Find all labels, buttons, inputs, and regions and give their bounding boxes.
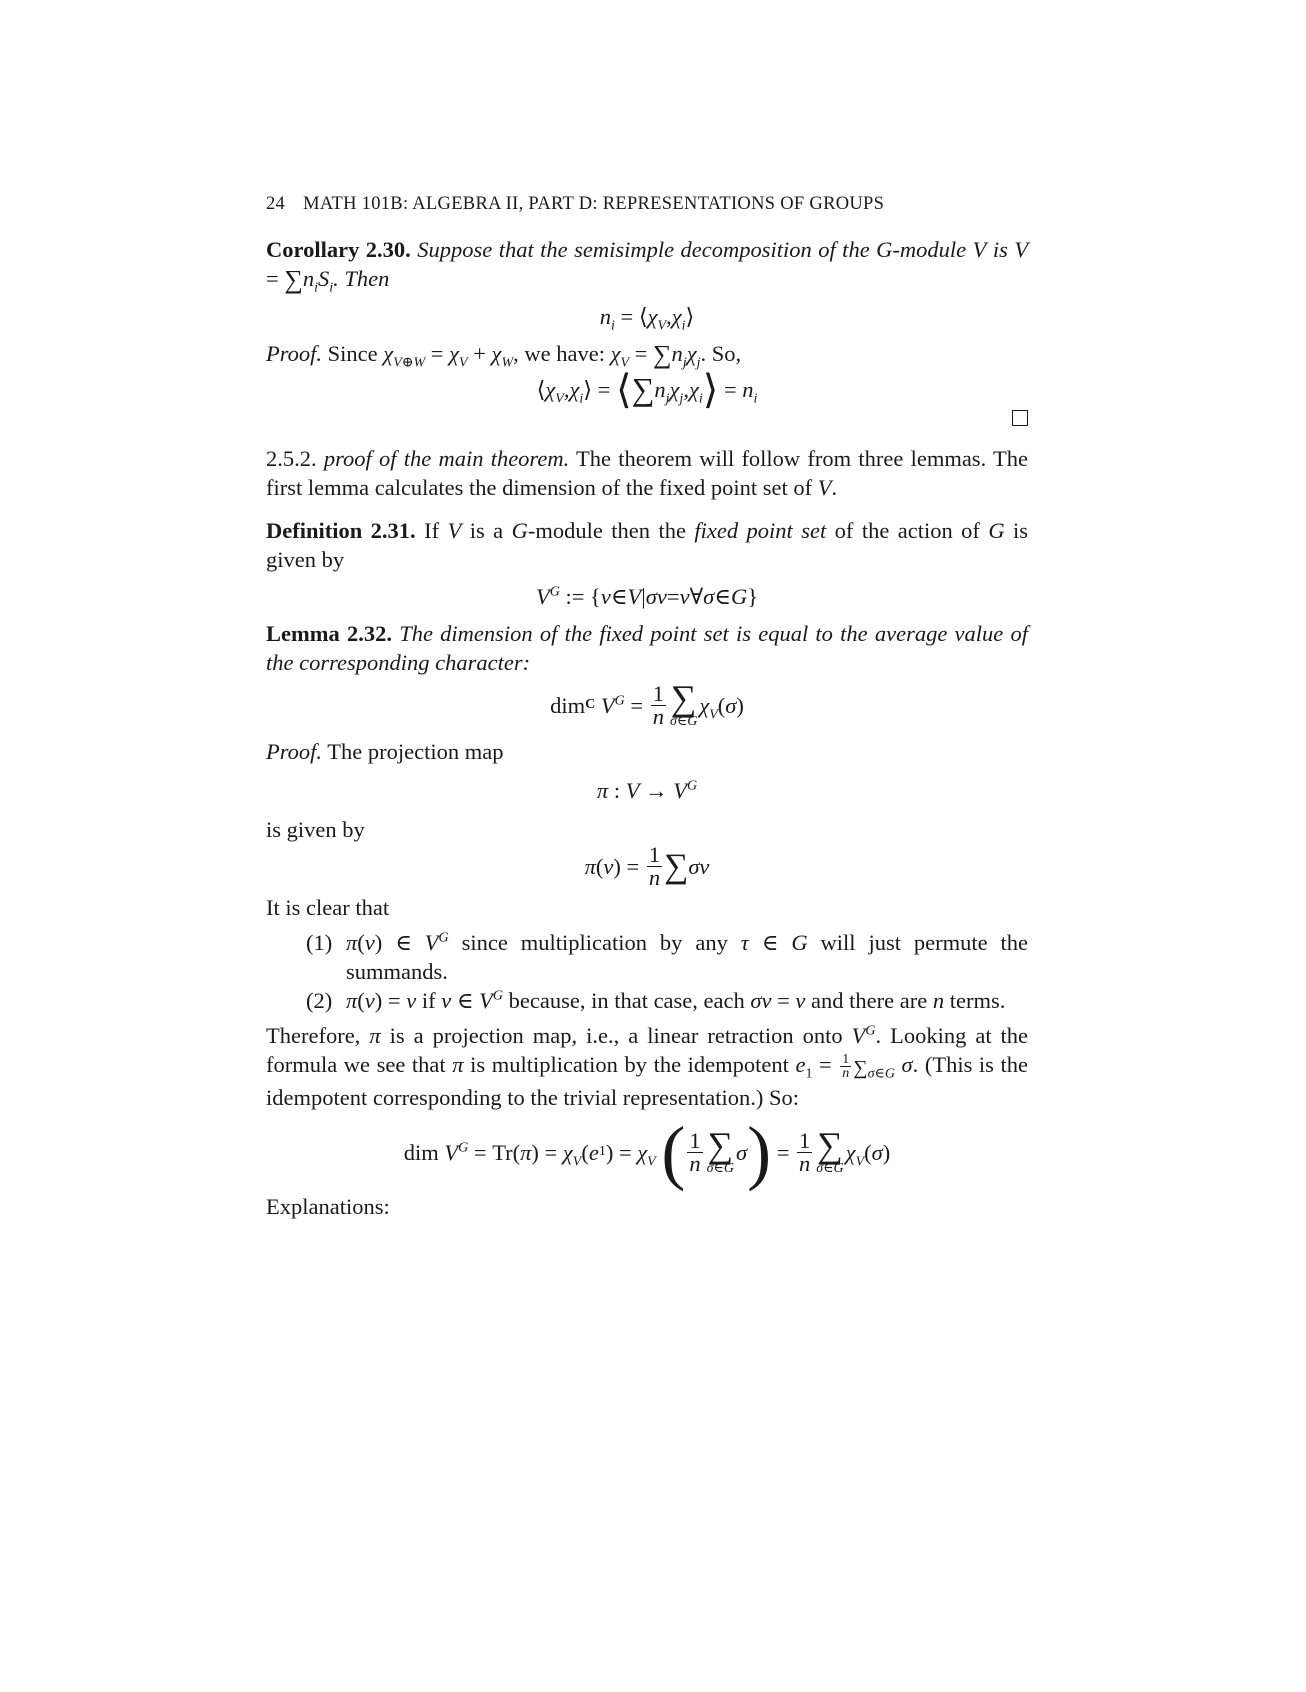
lemma-2-32: Lemma 2.32. The dimension of the fixed point set is equal to the average value of the corresponding character:	[266, 621, 1029, 675]
equation-projection-map: π : V → $V^G$	[596, 778, 698, 803]
page-number: 24	[266, 194, 286, 214]
definition-2-31: Definition 2.31. If V is a G-module then the fixed point set of the action of G is given by	[266, 518, 1029, 572]
equation-final: dim $V^G$ = Tr( π ) = $\chi_V$ ( e 1 ) = $\chi_V$ ( $\frac{1}{n}$ ∑ σ∈G σ ) = $\frac{1}{n}$ ∑ σ∈G $\chi_V$ ( σ )	[403, 1112, 891, 1192]
running-title: MATH 101B: ALGEBRA II, PART D: REPRESENTATIONS OF GROUPS	[303, 194, 885, 214]
corollary-label: Corollary 2.30.	[266, 237, 411, 262]
equation-dimension: dim C $V^G$ = $\frac{1}{n}$ ∑ σ∈G $\chi_V$ ( σ )	[550, 678, 744, 729]
proof-lemma: Proof. The projection map	[266, 739, 504, 764]
equation-fixed-point-set: $V^G$ := { v ∈ V | σv = v ∀ σ ∈ G }	[535, 584, 758, 609]
proof-label: Proof.	[266, 341, 323, 366]
section-title: proof of the main theorem.	[323, 446, 570, 471]
running-header	[266, 190, 1028, 219]
equation-projection-formula: π ( v ) = $\frac{1}{n}$ ∑ σv	[584, 842, 710, 890]
corollary-2-30: Corollary 2.30. Suppose that the semisimple decomposition of the G-module V is $V = \sum n_iS_i$. Then	[266, 237, 1029, 296]
lemma-label: Lemma 2.32.	[266, 621, 392, 646]
proof-corollary: Proof. Since $\chi_{V\oplus W} = \chi_V + \chi_W$, we have: $\chi_V = \sum n_j\chi_j$. So,	[266, 340, 742, 371]
list-item: (2) π(v) = v if v ∈ $V^G$ because, in that case, each σv = v and there are n terms.	[306, 988, 1006, 1013]
list-item: (1) π(v) ∈ $V^G$ since multiplication by any τ ∈ G will just permute the summands.	[306, 930, 1029, 984]
reasons-list	[266, 928, 1028, 1015]
explanations-heading: Explanations:	[266, 1194, 390, 1219]
definition-label: Definition 2.31.	[266, 518, 416, 543]
equation-multiplicity: $n_i$ = ⟨ $\chi_V$ , $\chi_i$ ⟩	[599, 304, 695, 334]
therefore-paragraph: Therefore, π is a projection map, i.e., a linear retraction onto $V^G$. Looking at the formula we see that π is multiplication by the idempotent $e_1$ = $\frac{1}{n}$ $\sum_{\sigma\in G}$ σ. (This is the idempotent corresponding to the trivial representation.) So:	[266, 1023, 1029, 1110]
section-number: 2.5.2.	[266, 446, 317, 471]
equation-inner-product: ⟨ $\chi_V$ , $\chi_i$ ⟩ = ⟨ ∑ $n_j\chi_j$ , $\chi_i$ ⟩ = $n_i$	[536, 367, 758, 412]
page: 24 MATH 101B: ALGEBRA II, PART D: REPRESENTATIONS OF GROUPS Corollary 2.30. Suppose that the semisimple decomposition of the G-module V is $V = \sum n_iS_i$. Then $n_i$ = ⟨ $\chi_V$ , $\chi_i$ ⟩ Proof. Since $\chi_{V\oplus W} = \chi_V + \chi_W$, we have: $\chi_V = \sum n_j\chi_j$. So, ⟨ $\chi_V$ , $\chi_i$ ⟩ = ⟨ ∑ $n_j\chi_j$ , $\chi_i$ ⟩ = $n_i$ 2.5.2. proof of the main theorem. The theorem will follow from three lemmas. The first lemma calculates the dimension of the fixed point set of V. Definition 2.31. If V is a G-module then the fixed point set of the action of G is given by $V^G$ := { v ∈ V | σv = v ∀ σ ∈ G } Lemma 2.32. The dimension of the fixed point set is equal to the average value of the corresponding character: dim C $V^G$ = $\frac{1}{n}$ ∑ σ∈G $\chi_V$ ( σ ) Proof. The projection map π : V → $V^G$ is given by π ( v ) = $\frac{1}{n}$ ∑ σv It is clear that (1) π(v) ∈ $V^G$ since multiplication by any τ ∈ G will just permute the summands. (2) π(v) = v if v ∈ $V^G$ because, in that case, each σv = v and there are n terms. Therefore, π is a projection map, i.e., a linear retraction onto $V^G$. Looking at the formula we see that π is multiplication by the idempotent $e_1$ = $\frac{1}{n}$ $\sum_{\sigma\in G}$ σ. (This is the idempotent corresponding to the trivial representation.) So: dim $V^G$ = Tr( π ) = $\chi_V$ ( e 1 ) = $\chi_V$ ( $\frac{1}{n}$ ∑ σ∈G σ ) = $\frac{1}{n}$ ∑ σ∈G $\chi_V$ ( σ ) Explanations:	[266, 190, 1028, 1221]
section-2-5-2: 2.5.2. proof of the main theorem. The theorem will follow from three lemmas. The first lemma calculates the dimension of the fixed point set of V.	[266, 446, 1028, 500]
qed-symbol	[1012, 410, 1028, 426]
